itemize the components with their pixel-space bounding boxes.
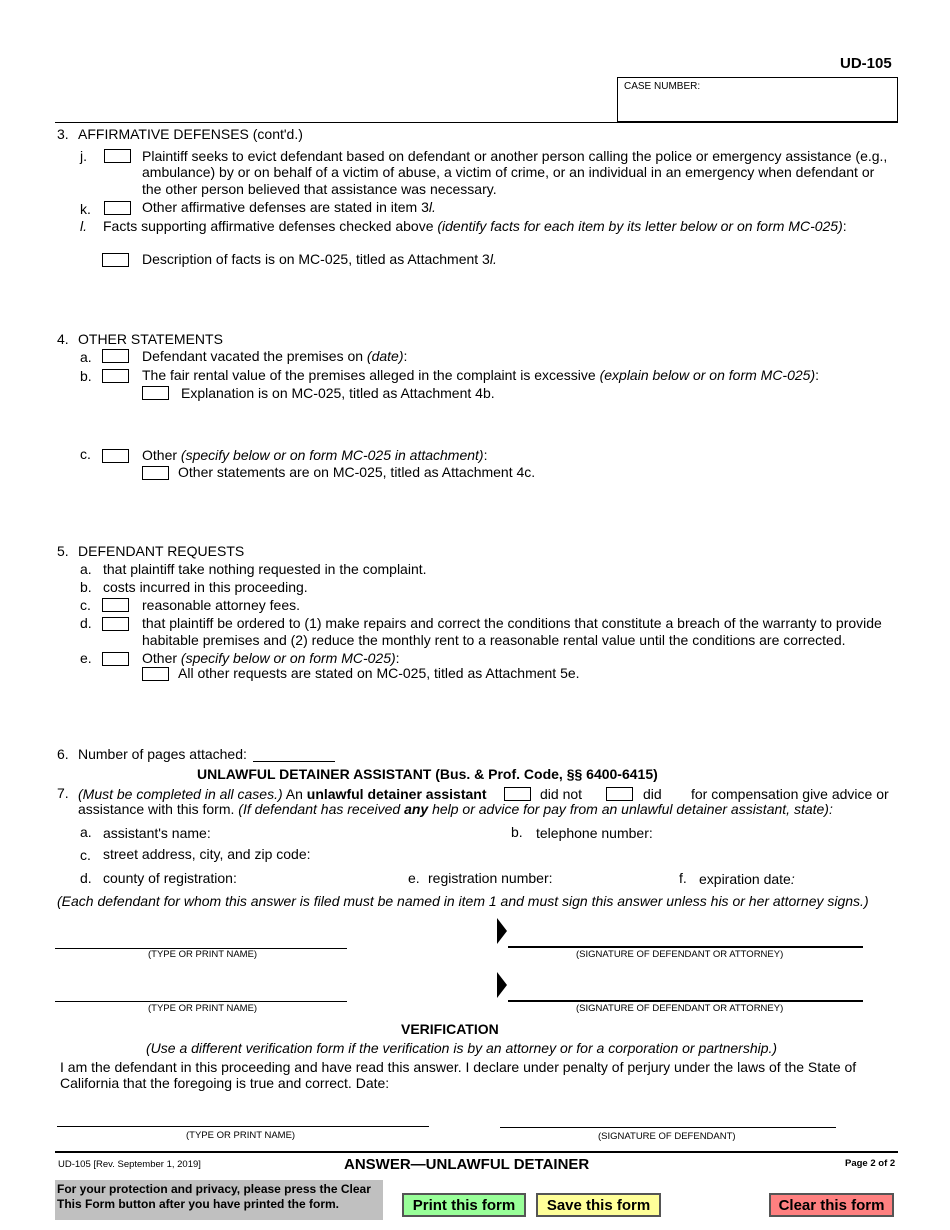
s4-b-text: The fair rental value of the premises alleged in the complaint is excessive (explain below or on form MC-025):: [142, 367, 819, 383]
s4-c-text: Other (specify below or on form MC-025 in attachment):: [142, 447, 488, 463]
s5-title: DEFENDANT REQUESTS: [78, 543, 245, 559]
s5-e-attach-text: All other requests are stated on MC-025, titled as Attachment 5e.: [178, 665, 580, 681]
s7-d-letter: d.: [80, 870, 92, 886]
signature-arrow-icon: [497, 972, 507, 998]
s3-j-line2: ambulance) by or on behalf of a victim of abuse, a victim of crime, or an individual in an emergency when defendant or: [142, 164, 875, 180]
s3-j-line1: Plaintiff seeks to evict defendant based on defendant or another person calling the police or emergency assistance (e.g.,: [142, 148, 888, 164]
s7-a-letter: a.: [80, 824, 92, 840]
s3-j-checkbox[interactable]: [104, 149, 131, 163]
print-form-button[interactable]: Print this form: [402, 1193, 526, 1217]
verification-signature-line[interactable]: [500, 1127, 836, 1128]
s3-num: 3.: [57, 126, 69, 142]
header-rule: [55, 122, 898, 123]
s7-did-not-checkbox[interactable]: [504, 787, 531, 801]
s3-j-line3: the other person believed that assistance was necessary.: [142, 181, 497, 197]
save-form-button[interactable]: Save this form: [536, 1193, 661, 1217]
s4-b-attach-checkbox[interactable]: [142, 386, 169, 400]
s7-b-letter: b.: [511, 824, 523, 840]
s7-c-letter: c.: [80, 847, 91, 863]
s4-a-text: Defendant vacated the premises on (date):: [142, 348, 408, 364]
signature-note: (Each defendant for whom this answer is filed must be named in item 1 and must sign this answer unless his or her attorney signs.): [57, 893, 869, 909]
signature-line-2[interactable]: [508, 1000, 863, 1002]
s7-f-text: expiration date:: [699, 871, 795, 887]
verification-name-line[interactable]: [57, 1126, 429, 1127]
type-name-line-2[interactable]: [55, 1001, 347, 1002]
s4-a-letter: a.: [80, 349, 92, 365]
s5-b-letter: b.: [80, 579, 92, 595]
verification-line1: I am the defendant in this proceeding and have read this answer. I declare under penalty of perjury under the laws of the State of: [60, 1059, 857, 1075]
footer-title: ANSWER—UNLAWFUL DETAINER: [344, 1156, 590, 1173]
type-name-label-1: (TYPE OR PRINT NAME): [148, 949, 258, 960]
s5-d-line1: that plaintiff be ordered to (1) make repairs and correct the conditions that constitute a breach of the warranty to provide: [142, 615, 882, 631]
footer-revision: UD-105 [Rev. September 1, 2019]: [58, 1159, 201, 1170]
s5-d-letter: d.: [80, 615, 92, 631]
signature-label-2: (SIGNATURE OF DEFENDANT OR ATTORNEY): [576, 1003, 784, 1014]
s3-k-checkbox[interactable]: [104, 201, 131, 215]
case-number-label: CASE NUMBER:: [624, 81, 701, 92]
type-name-label-2: (TYPE OR PRINT NAME): [148, 1003, 258, 1014]
verification-name-label: (TYPE OR PRINT NAME): [186, 1130, 296, 1141]
s4-title: OTHER STATEMENTS: [78, 331, 223, 347]
s5-num: 5.: [57, 543, 69, 559]
s4-b-attach-text: Explanation is on MC-025, titled as Attachment 4b.: [181, 385, 495, 401]
s7-f-letter: f.: [679, 870, 687, 886]
s4-c-letter: c.: [80, 446, 91, 462]
pages-attached-field[interactable]: [253, 761, 335, 762]
signature-arrow-icon: [497, 918, 507, 944]
verification-signature-label: (SIGNATURE OF DEFENDANT): [598, 1131, 736, 1142]
s7-for-comp: for compensation give advice or: [691, 786, 889, 802]
case-number-box[interactable]: [617, 77, 898, 122]
s7-did-label: did: [643, 786, 662, 802]
s3-j-letter: j.: [80, 148, 87, 164]
verification-line2: California that the foregoing is true and correct. Date:: [60, 1075, 390, 1091]
s7-a-text: assistant's name:: [103, 825, 211, 841]
s5-e-letter: e.: [80, 650, 92, 666]
s5-e-checkbox[interactable]: [102, 652, 129, 666]
s3-l-letter: l.: [80, 218, 87, 234]
s4-a-checkbox[interactable]: [102, 349, 129, 363]
s3-l-text: Facts supporting affirmative defenses checked above (identify facts for each item by its letter below or on form MC-025):: [103, 218, 847, 234]
s6-num: 6.: [57, 746, 69, 762]
s7-did-checkbox[interactable]: [606, 787, 633, 801]
s3-l-attach-checkbox[interactable]: [102, 253, 129, 267]
s4-num: 4.: [57, 331, 69, 347]
s5-a-text: that plaintiff take nothing requested in the complaint.: [103, 561, 427, 577]
s4-c-attach-checkbox[interactable]: [142, 466, 169, 480]
signature-line-1[interactable]: [508, 946, 863, 948]
privacy-note: For your protection and privacy, please press the Clear This Form button after you have printed the form.: [55, 1180, 383, 1220]
signature-label-1: (SIGNATURE OF DEFENDANT OR ATTORNEY): [576, 949, 784, 960]
s7-c-text: street address, city, and zip code:: [103, 846, 311, 862]
uda-heading: UNLAWFUL DETAINER ASSISTANT (Bus. & Prof. Code, §§ 6400-6415): [197, 766, 658, 782]
s5-e-text: Other (specify below or on form MC-025):: [142, 650, 400, 666]
s7-num: 7.: [57, 785, 69, 801]
s5-a-letter: a.: [80, 561, 92, 577]
s3-l-attach-text: Description of facts is on MC-025, titled as Attachment 3l.: [142, 251, 497, 267]
verification-subtitle: (Use a different verification form if the verification is by an attorney or for a corporation or partnership.): [146, 1040, 778, 1056]
s7-e-text: registration number:: [428, 870, 553, 886]
clear-form-button[interactable]: Clear this form: [769, 1193, 894, 1217]
s4-b-letter: b.: [80, 368, 92, 384]
s5-b-text: costs incurred in this proceeding.: [103, 579, 308, 595]
footer-rule: [55, 1151, 898, 1153]
s3-k-text: Other affirmative defenses are stated in item 3l.: [142, 199, 436, 215]
s6-text: Number of pages attached:: [78, 746, 247, 762]
s3-k-letter: k.: [80, 201, 91, 217]
s7-line2: assistance with this form. (If defendant has received any help or advice for pay from an unlawful detainer assistant, state):: [78, 801, 833, 817]
s4-b-checkbox[interactable]: [102, 369, 129, 383]
s4-c-checkbox[interactable]: [102, 449, 129, 463]
s7-b-text: telephone number:: [536, 825, 653, 841]
s4-c-attach-text: Other statements are on MC-025, titled as Attachment 4c.: [178, 464, 536, 480]
form-id: UD-105: [840, 55, 892, 72]
s7-intro: (Must be completed in all cases.) An unlawful detainer assistant: [78, 786, 487, 802]
s7-e-letter: e.: [408, 870, 420, 886]
s3-title: AFFIRMATIVE DEFENSES (cont'd.): [78, 126, 303, 142]
s5-c-letter: c.: [80, 597, 91, 613]
s5-d-checkbox[interactable]: [102, 617, 129, 631]
footer-page: Page 2 of 2: [845, 1158, 896, 1169]
s5-c-text: reasonable attorney fees.: [142, 597, 300, 613]
s5-c-checkbox[interactable]: [102, 598, 129, 612]
verification-title: VERIFICATION: [401, 1021, 499, 1037]
s7-did-not-label: did not: [540, 786, 583, 802]
s5-d-line2: habitable premises and (2) reduce the monthly rent to a reasonable rental value until the conditions are corrected.: [142, 632, 846, 648]
s5-e-attach-checkbox[interactable]: [142, 667, 169, 681]
s7-d-text: county of registration:: [103, 870, 237, 886]
